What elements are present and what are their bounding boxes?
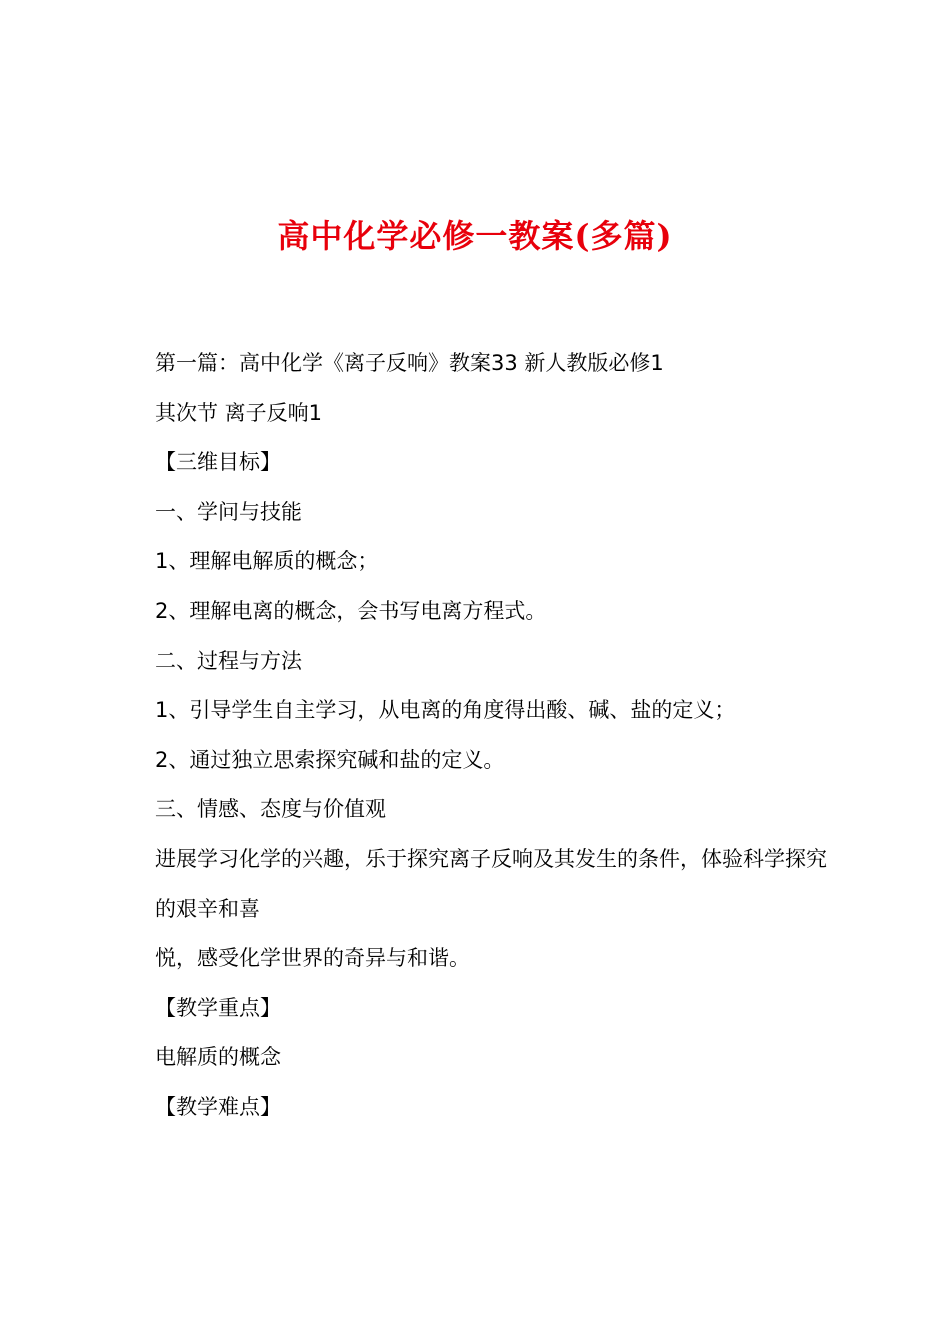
paragraph-difficulties-heading: 【教学难点】 [155,1094,281,1119]
paragraph-key-points-body: 电解质的概念 [155,1045,281,1070]
paragraph-chapter-heading: 第一篇：高中化学《离子反响》教案33 新人教版必修1 [155,351,664,375]
paragraph-knowledge-item-2: 2、理解电离的概念，会书写电离方程式。 [155,598,547,623]
paragraph-emotion-heading: 三、情感、态度与价值观 [155,797,386,822]
document-title: 高中化学必修一教案(多篇) [277,217,673,255]
paragraph-knowledge-item-1: 1、理解电解质的概念； [155,549,379,574]
paragraph-emotion-body-continued: 悦，感受化学世界的奇异与和谐。 [155,946,470,971]
paragraph-objectives-heading: 【三维目标】 [155,450,281,475]
paragraph-section-heading: 其次节 离子反响1 [155,400,323,425]
paragraph-process-heading: 二、过程与方法 [155,648,302,673]
paragraph-knowledge-heading: 一、学问与技能 [155,499,302,524]
paragraph-key-points-heading: 【教学重点】 [155,995,281,1020]
paragraph-process-item-1: 1、引导学生自主学习，从电离的角度得出酸、碱、盐的定义； [155,698,736,723]
paragraph-process-item-2: 2、通过独立思索探究碱和盐的定义。 [155,747,505,772]
document-body [127,339,837,1133]
paragraph-emotion-body: 进展学习化学的兴趣，乐于探究离子反响及其发生的条件，体验科学探究的艰辛和喜 [155,846,827,921]
